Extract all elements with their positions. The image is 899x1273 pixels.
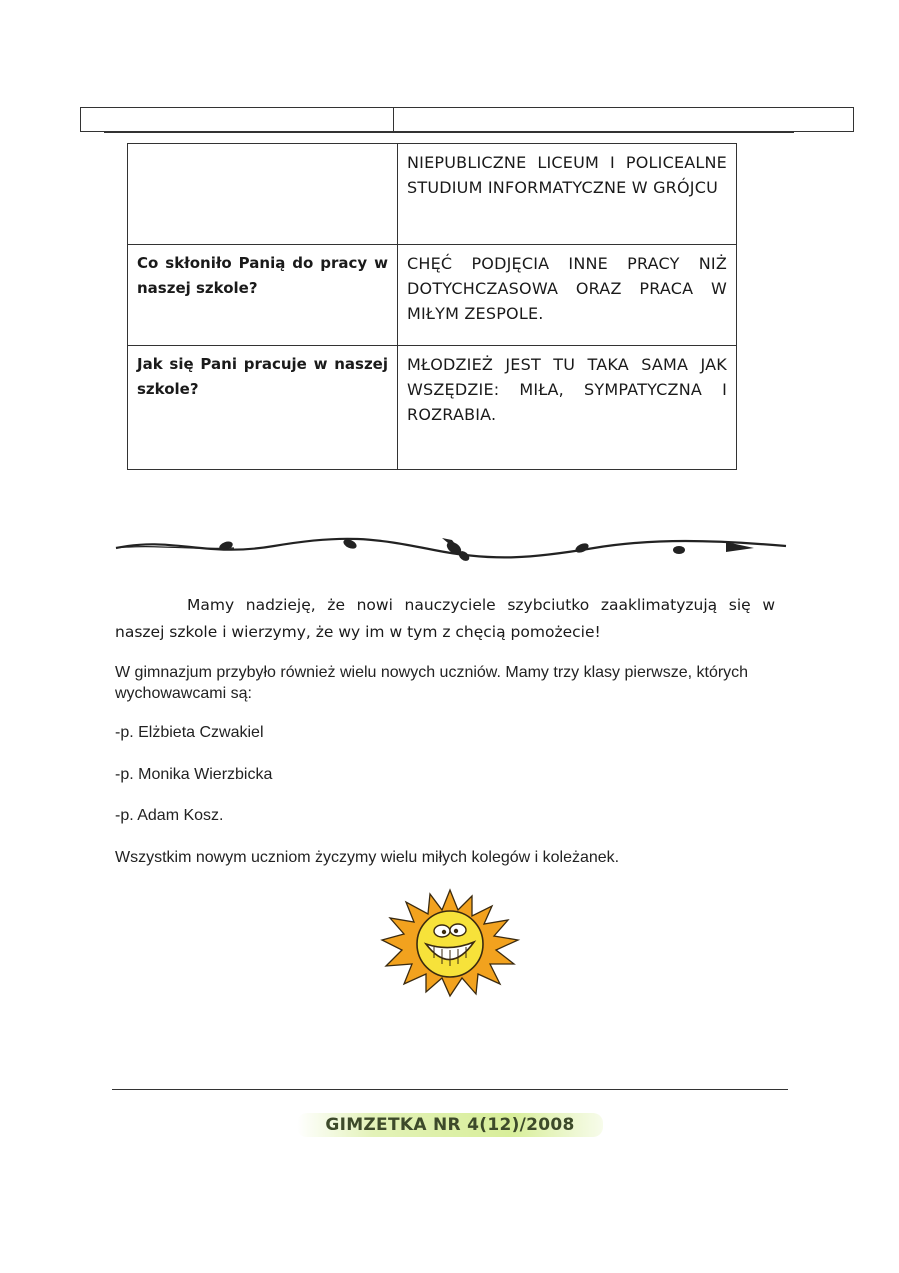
answer-cell: NIEPUBLICZNE LICEUM I POLICEALNE STUDIUM INFORMATYCZNE W GRÓJCU	[398, 144, 737, 245]
answer-cell: CHĘĆ PODJĘCIA INNE PRACY NIŻ DOTYCHCZASOWA ORAZ PRACA W MIŁYM ZESPOLE.	[398, 245, 737, 346]
smiling-sun-icon	[376, 886, 524, 998]
table-divider	[393, 108, 394, 131]
vine-divider-icon	[114, 528, 790, 572]
answer-cell: MŁODZIEŻ JEST TU TAKA SAMA JAK WSZĘDZIE: MIŁA, SYMPATYCZNA I ROZRABIA.	[398, 346, 737, 470]
wishes-paragraph: Wszystkim nowym uczniom życzymy wielu miłych kolegów i koleżanek.	[115, 849, 620, 866]
footer-highlight	[297, 1113, 602, 1137]
intro-paragraph	[115, 592, 775, 646]
teacher-item: -p. Monika Wierzbicka	[115, 766, 273, 783]
teacher-item: -p. Adam Kosz.	[115, 807, 224, 824]
question-cell: Jak się Pani pracuje w naszej szkole?	[128, 346, 398, 470]
table-row	[128, 245, 737, 346]
question-cell	[128, 144, 398, 245]
table-row	[128, 346, 737, 470]
horizontal-rule	[112, 1089, 788, 1090]
students-paragraph: W gimnazjum przybyło również wielu nowych uczniów. Mamy trzy klasy pierwsze, których wychowawcami są:	[115, 664, 749, 702]
intro-text: Mamy nadzieję, że nowi nauczyciele szybciutko zaaklimatyzują się w naszej szkole i wierzymy, że wy im w tym z chęcią pomożecie!	[115, 596, 775, 641]
teacher-item: -p. Elżbieta Czwakiel	[115, 724, 264, 741]
horizontal-rule	[104, 132, 794, 133]
table-row	[128, 144, 737, 245]
top-table-fragment	[80, 107, 854, 132]
question-cell: Co skłoniło Panią do pracy w naszej szkole?	[128, 245, 398, 346]
interview-table	[127, 143, 737, 470]
footer-title: GIMZETKA NR 4(12)/2008	[325, 1115, 575, 1135]
footer	[285, 1113, 615, 1137]
